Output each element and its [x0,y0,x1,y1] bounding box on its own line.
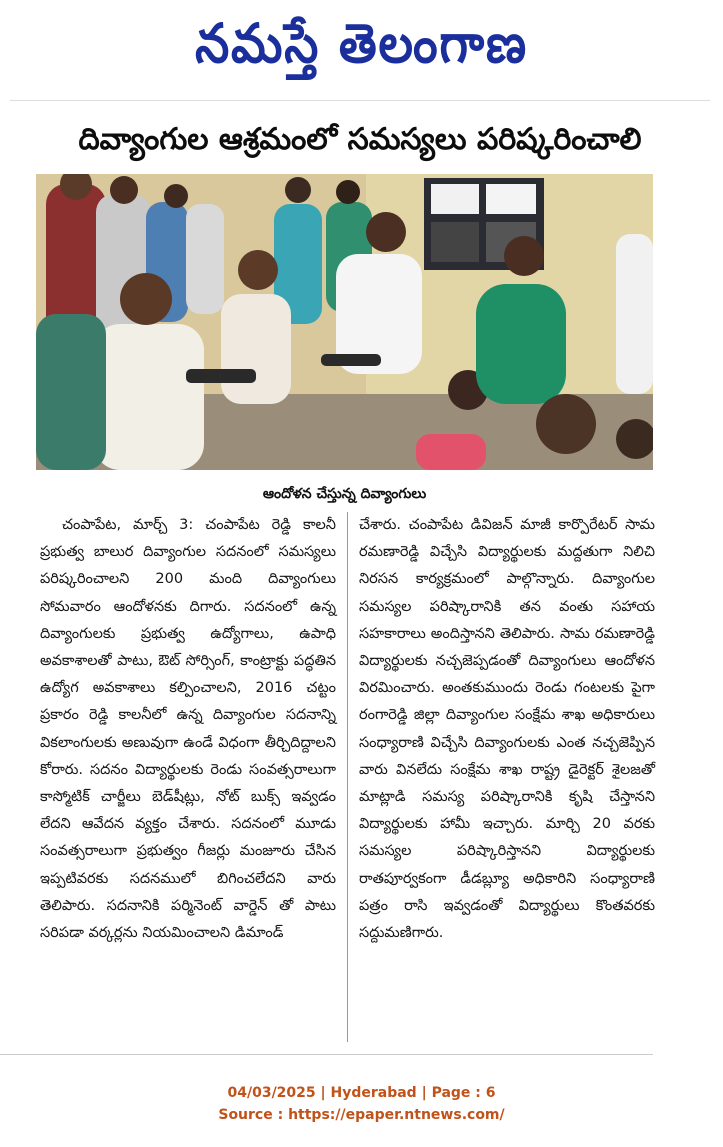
article-body-right-text: చేశారు. చంపాపేట డివిజన్ మాజీ కార్పొరేటర్ సామ రమణారెడ్డి విచ్చేసి విద్యార్థులకు మద్దతుగా నిలిచి నిరసన కార్యక్రమంలో పాల్గొన్నారు. దివ్యాంగుల సమస్యల పరిష్కారానికి తన వంతు సహాయ సహకారాలు అందిస్తానని తెలిపారు. సామ రమణారెడ్డి విద్యార్థులకు నచ్చజెప్పడంతో దివ్యాంగులు ఆందోళన విరమించారు. అంతకుముందు రెండు గంటలకు పైగా రంగారెడ్డి జిల్లా దివ్యాంగుల సంక్షేమ శాఖ అధికారులు సంధ్యారాణి విచ్చేసి దివ్యాంగులకు ఎంత నచ్చజెప్పిన వారు వినలేదు సంక్షేమ శాఖ రాష్ట్ర డైరెక్టర్ శైలజతో మాట్లాడి సమస్య పరిష్కారానికి కృషి చేస్తానని విద్యార్థులకు హామీ ఇచ్చారు. మార్చి 20 వరకు సమస్యల పరిష్కారిస్తానని విద్యార్థులకు రాతపూర్వకంగా డీడబ్ల్యూ అధికారిని సంధ్యారాణి పత్రం రాసి ఇవ్వడంతో విద్యార్థులు కొంతవరకు సద్దుమణిగారు. [359,517,655,942]
bottom-divider [0,1054,653,1055]
footer-source-line: Source : https://epaper.ntnews.com/ [218,1107,505,1123]
photo-caption: ఆందోళన చేస్తున్న దివ్యాంగులు [262,486,427,502]
article-body-right-column [359,512,655,947]
article-headline: దివ్యాంగుల ఆశ్రమంలో సమస్యలు పరిష్కరించాలి [78,122,642,157]
article-body-left-column [40,512,336,947]
article-body-left-text: చంపాపేట, మార్చ్ 3: చంపాపేట రెడ్డి కాలనీ ప్రభుత్వ బాలుర దివ్యాంగుల సదనంలో సమస్యలు పరిష్కరించాలని 200 మంది దివ్యాంగులు సోమవారం ఆందోళనకు దిగారు. సదనంలో ఉన్న దివ్యాంగులకు ప్రభుత్వ ఉద్యోగాలు, ఉపాధి అవకాశాలతో పాటు, ఔట్ సోర్సింగ్, కాంట్రాక్టు పద్ధతిన ఉద్యోగ అవకాశాలు కల్పించాలని, 2016 చట్టం ప్రకారం రెడ్డి కాలనీలో ఉన్న దివ్యాంగుల సదనాన్ని వికలాంగులకు అణువుగా ఉండే విధంగా తీర్చిదిద్దాలని కోరారు. సదనం విద్యార్థులకు రెండు సంవత్సరాలుగా కాస్మోటిక్ చార్జీలు బెడ్‌షీట్లు, నోట్ బుక్స్ ఇవ్వడం లేదని ఆవేదన వ్యక్తం చేశారు. సదనంలో మూడు సంవత్సరాలుగా ప్రభుత్వం గీజర్లు మంజూరు చేసిన ఇప్పటివరకు సదనములో బిగించలేదని వారు తెలిపారు. సదనానికి పర్మినెంట్ వార్డెన్ తో పాటు సరిపడా వర్కర్లను నియమించాలని డిమాండ్ [40,517,336,942]
footer-date-line: 04/03/2025 | Hyderabad | Page : 6 [227,1085,496,1101]
footer [0,1082,723,1126]
column-divider [347,512,348,1042]
article-photo [36,174,653,470]
masthead-title: నమస్తే తెలంగాణ [195,12,528,75]
top-divider [10,100,710,101]
